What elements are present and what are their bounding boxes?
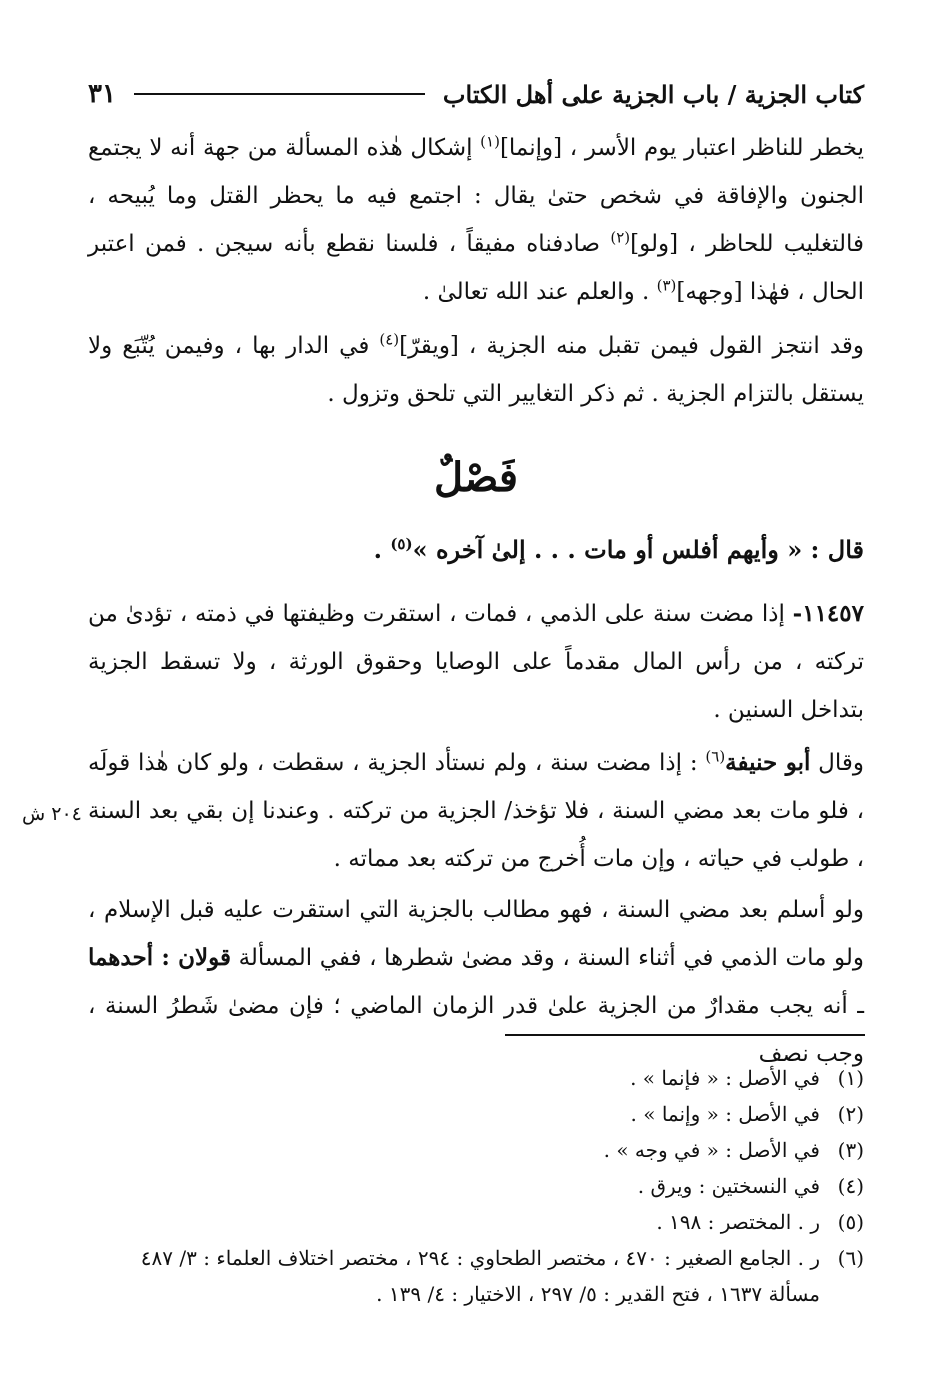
paragraph-1 [88,124,864,316]
footnote-number: (٢) [837,1102,864,1126]
margin-folio-note: ٢٠٤ ش [22,803,82,825]
paragraph-2 [88,322,864,418]
header-rule [134,93,425,95]
page-number: ٣١ [88,79,116,109]
footnote-text: في الأصل : « وإنما » . [630,1102,820,1126]
text-run: وقد انتجز القول فيمن تقبل منه الجزية ، [ويقرّ] [399,333,864,359]
running-header [88,74,864,114]
footnotes [88,1060,864,1312]
footnote-text: في الأصل : « فإنما » . [630,1066,820,1090]
footnote-number: (٤) [837,1174,864,1198]
section-ornament: فَصْلٌ [433,454,519,501]
footnote [88,1204,864,1240]
paragraph-5 [88,886,864,1078]
bold-run: قولان : أحدهما [88,944,232,971]
footnote-ref[interactable]: (٣) [656,276,677,295]
paragraph-4 [88,739,864,883]
quoted-heading [88,526,864,574]
scholar-name: أبو حنيفة [725,749,811,776]
text-run: يخطر للناظر اعتبار يوم الأسر ، [وإنما] [499,135,864,161]
footnote [88,1060,864,1096]
text-run: . والعلم عند الله تعالىٰ . [422,279,657,305]
issue-number: ١١٤٥٧- [792,600,864,627]
text-run: صادفناه مفيقاً ، فلسنا نقطع بأنه سيجن . فمن اعتبر الحال ، فهٰذا [وجهه] [88,231,864,305]
footnote-text: في الأصل : « في وجه » . [603,1138,820,1162]
footnote [88,1096,864,1132]
footnote-text: ر . الجامع الصغير : ٤٧٠ ، مختصر الطحاوي : ٢٩٤ ، مختصر اختلاف العلماء : ٣/ ٤٨٧ مسألة ١٦٣٧ ، فتح القدير : ٥/ ٢٩٧ ، الاختيار : ٤/ ١٣٩ . [140,1246,820,1306]
footnote-number: (٣) [837,1138,864,1162]
footnote-ref[interactable]: (٥) [390,535,413,553]
footnote [88,1168,864,1204]
text-run: في الدار بها ، وفيمن يُتّبَع ولا يستقل بالتزام الجزية . ثم ذكر التغايير التي تلحق وتزول . [88,333,864,407]
footnote-ref[interactable]: (٤) [379,330,400,349]
footnote-ref[interactable]: (١) [480,132,500,151]
running-title: كتاب الجزية / باب الجزية على أهل الكتاب [442,79,864,109]
text-run: . [373,535,391,564]
text-run: : إذا مضت سنة ، ولم نستأد الجزية ، سقطت ، ولو كان هٰذا قولَه ، فلو مات بعد مضي السنة ، فلا تؤخذ/ الجزية من تركته . وعندنا إن بقي بعد السنة ، طولب في حياته ، وإن مات أُخرج من تركته بعد مماته . [88,750,864,872]
text-run: إشكال هٰذه المسألة من جهة أنه لا يجتمع الجنون والإفاقة في شخص حتىٰ يقال : اجتمع فيه ما يحظر القتل وما يُبيحه ، فالتغليب للحاظر ، [ولو] [88,135,864,257]
footnote-number: (٥) [837,1210,864,1234]
footnote [88,1240,864,1312]
text-run: ولو أسلم بعد مضي السنة ، فهو مطالب بالجزية التي استقرت عليه قبل الإسلام ، ولو مات الذمي في أثناء السنة ، وقد مضىٰ شطرها ، ففي المسألة [88,897,864,971]
footnote-number: (١) [837,1066,864,1090]
footnote [88,1132,864,1168]
text-run: وقال [810,750,864,776]
footnote-ref[interactable]: (٢) [610,228,631,247]
footnote-ref[interactable]: (٦) [705,747,726,766]
text-run: ـ أنه يجب مقدارٌ من الجزية علىٰ قدر الزمان الماضي ؛ فإن مضىٰ شَطرُ السنة ، وجب نصف [88,993,864,1067]
paragraph-3 [88,590,864,734]
footnote-text: ر . المختصر : ١٩٨ . [656,1210,820,1234]
footnote-separator [505,1034,865,1036]
footnote-text: في النسختين : ويرق . [637,1174,820,1198]
text-run: قال : « وأيهم أفلس أو مات . . . إلىٰ آخره » [412,535,864,564]
text-run: إذا مضت سنة على الذمي ، فمات ، استقرت وظيفتها في ذمته ، تؤدىٰ من تركته ، من رأس المال مقدماً على الوصايا وحقوق الورثة ، ولا تسقط الجزية بتداخل السنين . [88,601,864,723]
footnote-number: (٦) [837,1246,864,1270]
